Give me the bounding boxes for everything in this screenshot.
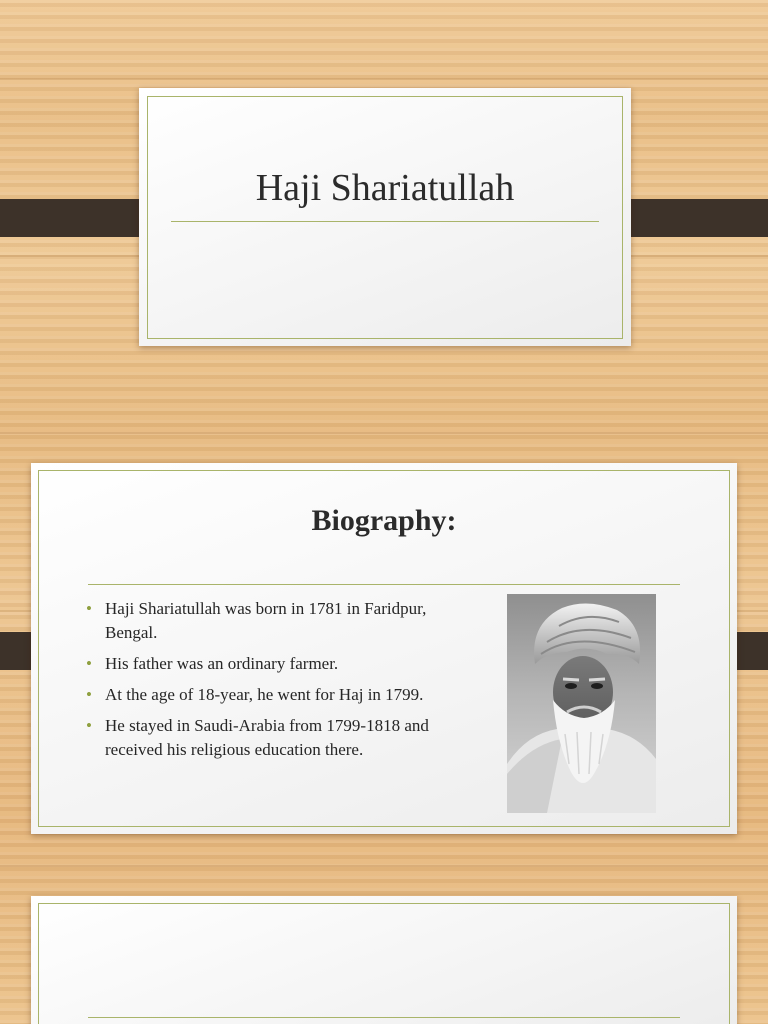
- bullet-text: Haji Shariatullah was born in 1781 in Faridpur, Bengal.: [105, 599, 427, 642]
- slide-2-title-rule: [88, 584, 680, 585]
- bullet-text: His father was an ordinary farmer.: [105, 654, 339, 673]
- slide-1-right-tab: [612, 199, 768, 237]
- bullet-text: He stayed in Saudi-Arabia from 1799-1818 and received his religious education there.: [105, 716, 429, 759]
- bullet-icon: •: [86, 716, 92, 735]
- wood-seam: [0, 432, 768, 434]
- bullet-text: At the age of 18-year, he went for Haj in 1799.: [105, 685, 424, 704]
- list-item: [84, 597, 444, 645]
- slide-3-title-rule: [88, 1017, 680, 1018]
- portrait-illustration: [507, 594, 656, 813]
- list-item: [84, 714, 444, 762]
- slide-1-frame: [147, 96, 623, 339]
- list-item: [84, 652, 444, 676]
- bullet-icon: •: [86, 599, 92, 618]
- slide-3-frame: [38, 903, 730, 1024]
- wood-seam: [0, 865, 768, 867]
- slide-1-title-rule: [171, 221, 599, 222]
- portrait-image: [507, 594, 656, 813]
- bullet-icon: •: [86, 685, 92, 704]
- slide-1-title: Haji Shariatullah: [255, 167, 515, 209]
- slide-2-title: Biography:: [311, 504, 457, 537]
- slide-3[interactable]: [31, 896, 737, 1024]
- slide-1-left-tab: [0, 199, 156, 237]
- wood-seam: [0, 78, 768, 80]
- biography-bullet-list: [84, 597, 444, 769]
- slide-1[interactable]: [139, 88, 631, 346]
- bullet-icon: •: [86, 654, 92, 673]
- list-item: [84, 683, 444, 707]
